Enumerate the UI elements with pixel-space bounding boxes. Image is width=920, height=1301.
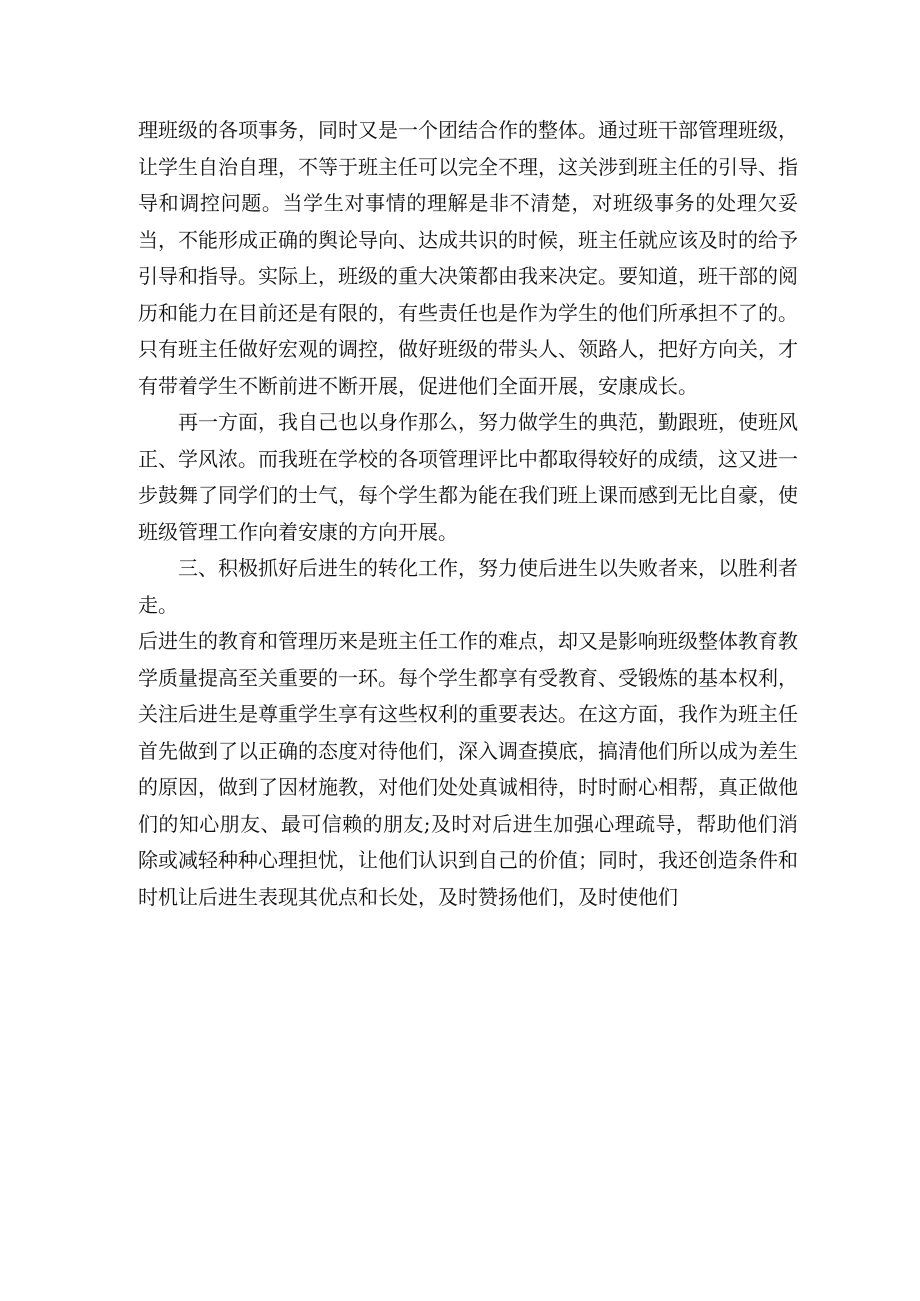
paragraph-class-management: 理班级的各项事务，同时又是一个团结合作的整体。通过班干部管理班级，让学生自治自理，不等于班主任可以完全不理，这关涉到班主任的引导、指导和调控问题。当学生对事情的理解是非不清楚，对班级事务的处理欠妥当，不能形成正确的舆论导向、达成共识的时候，班主任就应该及时的给予引导和指导。实际上，班级的重大决策都由我来决定。要知道，班干部的阅历和能力在目前还是有限的，有些责任也是作为学生的他们所承担不了的。只有班主任做好宏观的调控，做好班级的带头人、领路人，把好方向关，才有带着学生不断前进不断开展，促进他们全面开展，安康成长。 <box>138 118 798 398</box>
paragraph-underachiever-education: 后进生的教育和管理历来是班主任工作的难点，却又是影响班级整体教育教学质量提高至关重要的一环。每个学生都享有受教育、受锻炼的基本权利，关注后进生是尊重学生享有这些权利的重要表达。在这方面，我作为班主任首先做到了以正确的态度对待他们，深入调查摸底，搞清他们所以成为差生的原因，做到了因材施教，对他们处处真诚相待，时时耐心相帮，真正做他们的知心朋友、最可信赖的朋友;及时对后进生加强心理疏导，帮助他们消除或减轻种种心理担忧，让他们认识到自己的价值；同时，我还创造条件和时机让后进生表现其优点和长处，及时赞扬他们，及时使他们 <box>138 629 798 909</box>
document-body <box>138 112 798 915</box>
paragraph-role-model: 再一方面，我自己也以身作那么，努力做学生的典范，勤跟班，使班风正、学风浓。而我班在学校的各项管理评比中都取得较好的成绩，这又进一步鼓舞了同学们的士气，每个学生都为能在我们班上课而感到无比自豪，使班级管理工作向着安康的方向开展。 <box>138 410 798 544</box>
section-heading-underachievers: 三、积极抓好后进生的转化工作，努力使后进生以失败者来，以胜利者走。 <box>138 556 798 617</box>
